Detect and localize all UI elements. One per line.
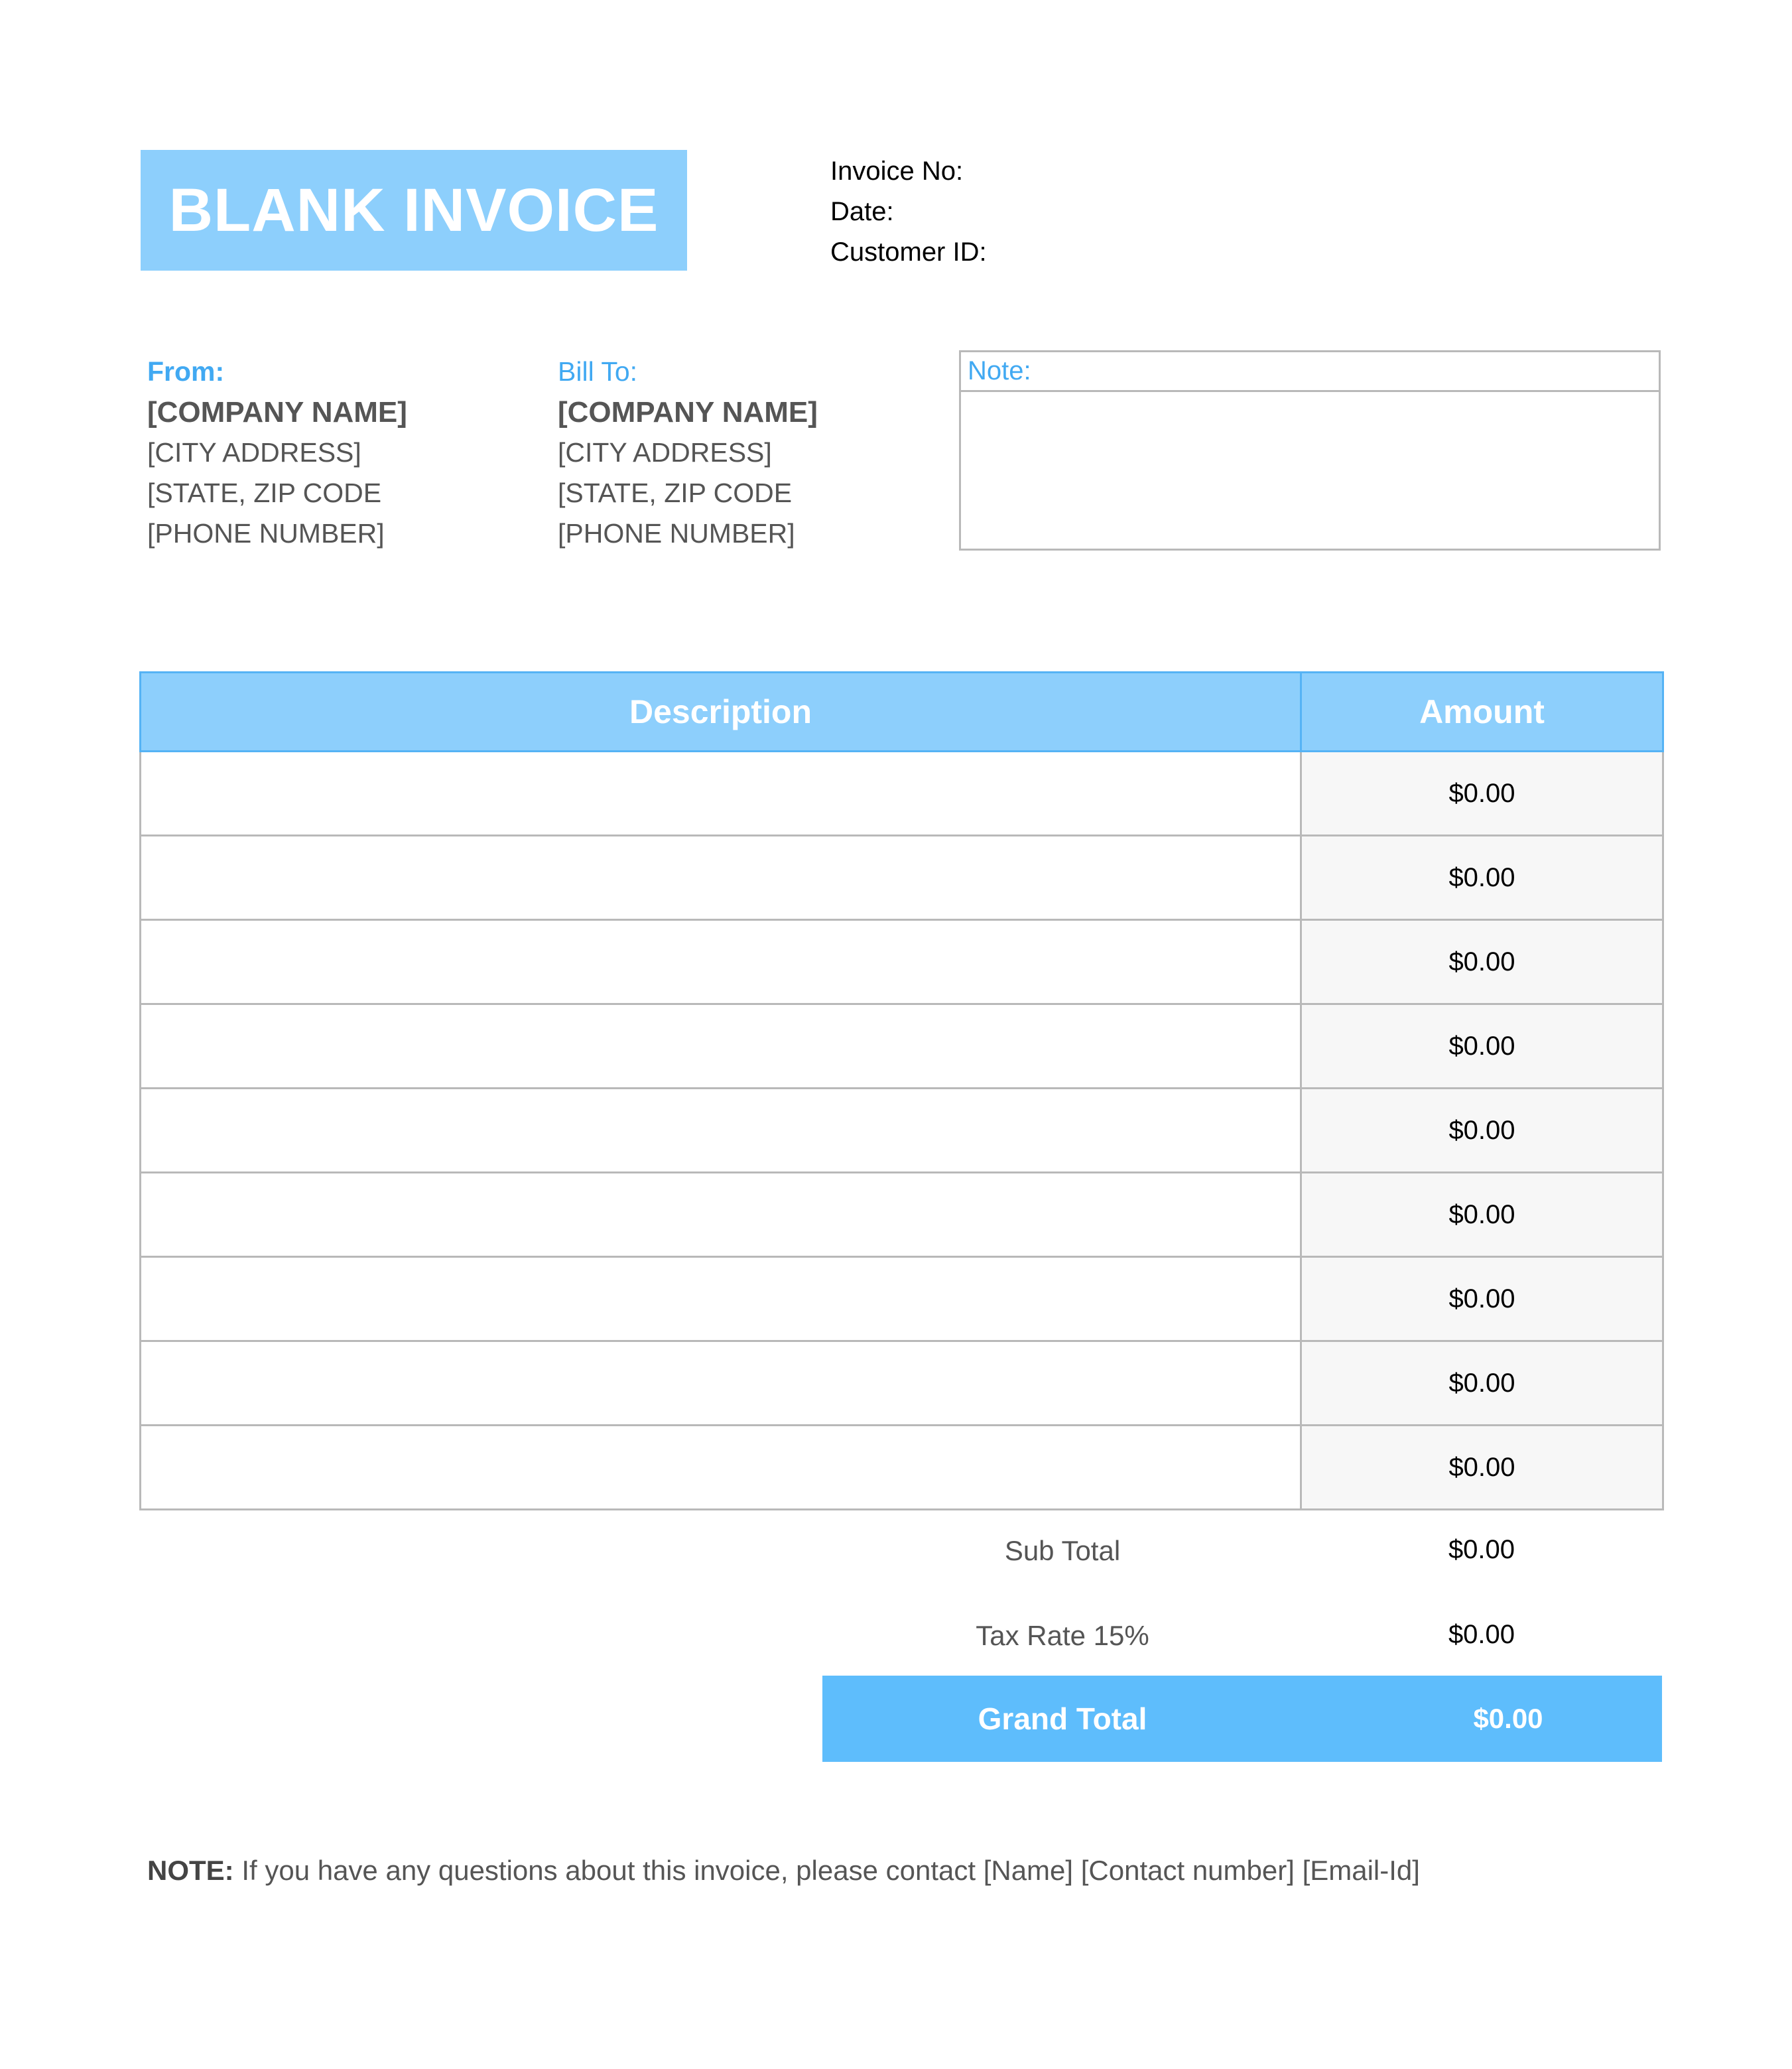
description-cell[interactable] [141,752,1301,836]
from-address-block [147,352,407,554]
grand-total-value: $0.00 [1473,1703,1543,1734]
bill-to-company-name[interactable]: [COMPANY NAME] [558,396,818,429]
description-cell[interactable] [141,1089,1301,1173]
note-box[interactable] [959,350,1661,551]
amount-cell[interactable]: $0.00 [1301,1426,1663,1510]
bill-to-city-address[interactable]: [CITY ADDRESS] [558,437,772,468]
table-row [141,752,1663,836]
subtotal-row [0,1535,1792,1575]
amount-cell[interactable]: $0.00 [1301,1004,1663,1089]
description-cell[interactable] [141,1257,1301,1341]
description-cell[interactable] [141,1341,1301,1426]
description-cell[interactable] [141,1173,1301,1257]
bill-to-phone-number[interactable]: [PHONE NUMBER] [558,518,795,549]
table-header-row [141,673,1663,752]
table-row [141,920,1663,1004]
from-company-name[interactable]: [COMPANY NAME] [147,396,407,429]
note-heading: Note: [961,352,1659,392]
tax-row [0,1620,1792,1660]
bill-to-address-block [558,352,818,554]
description-column-header: Description [141,673,1301,752]
line-items-table [139,671,1664,1510]
description-cell[interactable] [141,1426,1301,1510]
amount-cell[interactable]: $0.00 [1301,1341,1663,1426]
invoice-title-banner [141,150,687,271]
subtotal-label: Sub Total [1004,1535,1121,1566]
footer-note-text: If you have any questions about this invoice, please contact [Name] [Contact number] [Email-Id] [233,1855,1420,1886]
from-heading: From: [147,356,225,387]
amount-cell[interactable]: $0.00 [1301,920,1663,1004]
table-row [141,1089,1663,1173]
footer-note [147,1855,1420,1887]
invoice-meta [830,151,987,273]
from-city-address[interactable]: [CITY ADDRESS] [147,437,361,468]
subtotal-value: $0.00 [1448,1535,1515,1564]
invoice-title: BLANK INVOICE [168,176,659,244]
table-row [141,1341,1663,1426]
table-row [141,836,1663,920]
bill-to-state-zip[interactable]: [STATE, ZIP CODE [558,478,793,508]
table-row [141,1173,1663,1257]
grand-total-bar [822,1676,1662,1762]
table-row [141,1004,1663,1089]
bill-to-heading: Bill To: [558,356,638,387]
from-phone-number[interactable]: [PHONE NUMBER] [147,518,385,549]
customer-id-label: Customer ID: [830,237,987,267]
tax-value: $0.00 [1448,1620,1515,1649]
description-cell[interactable] [141,920,1301,1004]
table-row [141,1426,1663,1510]
date-label: Date: [830,197,894,226]
footer-note-label: NOTE: [147,1855,234,1886]
amount-column-header: Amount [1301,673,1663,752]
amount-cell[interactable]: $0.00 [1301,836,1663,920]
grand-total-label: Grand Total [978,1702,1147,1736]
amount-cell[interactable]: $0.00 [1301,1257,1663,1341]
invoice-no-label: Invoice No: [830,157,964,186]
table-row [141,1257,1663,1341]
from-state-zip[interactable]: [STATE, ZIP CODE [147,478,382,508]
tax-rate-label: Tax Rate 15% [976,1620,1149,1651]
description-cell[interactable] [141,836,1301,920]
amount-cell[interactable]: $0.00 [1301,1089,1663,1173]
amount-cell[interactable]: $0.00 [1301,752,1663,836]
description-cell[interactable] [141,1004,1301,1089]
amount-cell[interactable]: $0.00 [1301,1173,1663,1257]
